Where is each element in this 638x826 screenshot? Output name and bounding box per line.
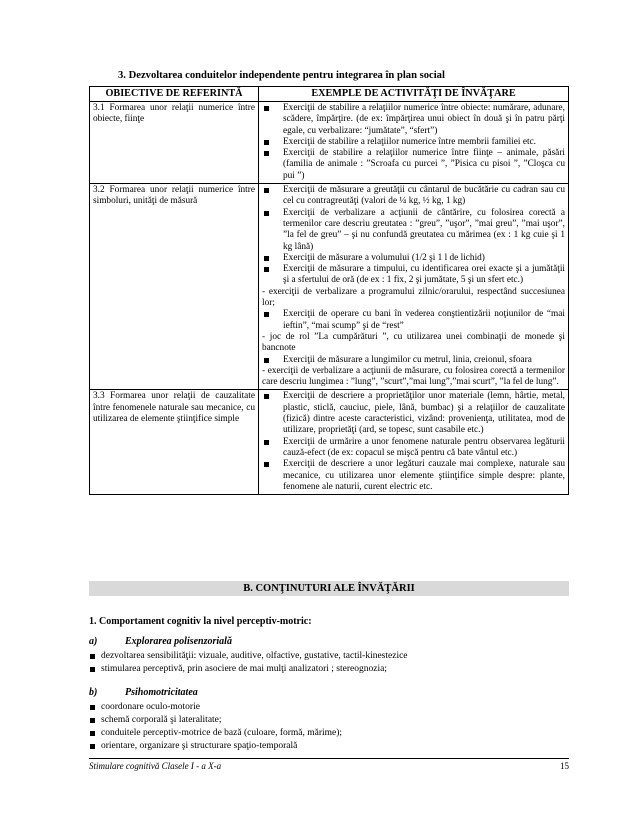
subsection-a-list: [89, 650, 408, 676]
activities-cell: [259, 184, 569, 390]
activity-item: Exerciţii de măsurare a lungimilor cu metrul, linia, creionul, sfoara: [262, 355, 565, 366]
activity-item: Exerciţii de măsurare a timpului, cu identificarea orei exacte şi a jumătăţii şi a sfertului de oră (de ex : 1 fix, 2 şi jumătate, 5 şi un sfert etc.): [262, 264, 565, 287]
square-bullet-icon: [264, 106, 269, 111]
square-bullet-icon: [264, 267, 269, 272]
activity-item: Exerciţii de stabilire a relaţiilor numerice între fiinţe – animale, păsări (familia de animale : ”Scroafa cu purcei ”, ”Pisica cu pisoi ”, ”Cloşca cu pui ”): [262, 148, 565, 182]
square-bullet-icon: [90, 731, 95, 736]
objectives-header: OBIECTIVE DE REFERINTĂ: [90, 87, 259, 102]
square-bullet-icon: [264, 462, 269, 467]
section-title: 3. Dezvoltarea conduitelor independente pentru integrarea în plan social: [118, 70, 445, 81]
list-item: orientare, organizare şi structurare spaţio-temporală: [89, 740, 342, 753]
subsection-b-list: [89, 701, 342, 753]
page-number: 15: [560, 761, 569, 771]
list-item: coordonare oculo-motorie: [89, 701, 342, 714]
activity-item: Exerciţii de stabilire a relaţiilor numerice între membrii familiei etc.: [262, 137, 565, 148]
subsection-b-heading: [89, 687, 198, 698]
activities-header: EXEMPLE DE ACTIVITĂŢI DE ÎNVĂŢARE: [259, 87, 569, 102]
square-bullet-icon: [90, 744, 95, 749]
activity-item: Exerciţii de măsurare a volumului (1/2 şi 1 l de lichid): [262, 253, 565, 264]
square-bullet-icon: [264, 394, 269, 399]
square-bullet-icon: [264, 312, 269, 317]
footer-divider: [89, 758, 569, 759]
activity-item: Exerciţii de urmărire a unor fenomene naturale pentru observarea legăturii cauză-efect (de ex: copacul se mişcă pentru că bate vântul etc.): [262, 437, 565, 460]
square-bullet-icon: [90, 667, 95, 672]
square-bullet-icon: [264, 140, 269, 145]
activity-item: Exerciţii de operare cu bani în vederea conştientizării noţiunilor de “mai ieftin”, “mai scump” şi de “rest”: [262, 309, 565, 332]
activity-item: Exerciţii de descriere a unor legături cauzale mai complexe, naturale sau mecanice, cu utilizarea unor elemente ştiinţifice simple despre: plante, fenomene ale naturii, curent electric etc.: [262, 459, 565, 493]
square-bullet-icon: [264, 256, 269, 261]
subsection-1-heading: 1. Comportament cognitiv la nivel perceptiv-motric:: [89, 616, 312, 627]
activity-dash-item: - joc de rol ”La cumpărături ”, cu utilizarea unei combinaţii de monede şi bancnote: [262, 331, 565, 354]
activity-item: Exerciţii de stabilire a relaţiilor numerice între obiecte: numărare, adunare, scădere, împărţire. (de ex: împărţirea unui obiect în două şi în patru părţi egale, cu verbalizare: “jumătate”, “sfert”): [262, 103, 565, 137]
activity-dash-item: - exerciţii de verbalizare a programului zilnic/orarului, respectând succesiunea lor;: [262, 286, 565, 309]
list-item: stimularea perceptivă, prin asociere de mai mulţi analizatori ; stereognozia;: [89, 663, 408, 676]
activities-cell: [259, 102, 569, 184]
subsection-a-letter: a): [89, 636, 98, 647]
list-item: dezvoltarea sensibilităţii: vizuale, auditive, olfactive, gustative, tactil-kinestezice: [89, 650, 408, 663]
subsection-a-heading: [89, 636, 232, 647]
table-row: [90, 184, 569, 390]
activities-cell: [259, 390, 569, 495]
table-header-row: [90, 87, 569, 102]
section-b-title: B. CONŢINUTURI ALE ÎNVĂŢĂRII: [89, 581, 569, 596]
square-bullet-icon: [264, 358, 269, 363]
activity-item: Exerciţii de măsurare a greutăţii cu cântarul de bucătărie cu cadran sau cu cel cu contragreutăţi (valori de ¼ kg, ½ kg, 1 kg): [262, 185, 565, 208]
objective-cell: 3.3 Formarea unor relaţii de cauzalitate între fenomenele naturale sau mecanice, cu utilizarea de elemente ştiinţifice simple: [90, 390, 259, 495]
list-item: schemă corporală şi lateralitate;: [89, 714, 342, 727]
activity-item: Exerciţii de descriere a proprietăţilor unor materiale (lemn, hârtie, metal, plastic, sticlă, cauciuc, piele, lână, bumbac) şi a relaţiilor de cauzalitate (fizică) dintre aceste caracteristici, vizând: provenienţa, utilitatea, mod de utilizare, proprietăţi (ard, se topesc, sunt casabile etc.): [262, 391, 565, 436]
table-row: [90, 102, 569, 184]
square-bullet-icon: [264, 151, 269, 156]
list-item: conduitele perceptiv-motrice de bază (culoare, formă, mărime);: [89, 727, 342, 740]
footer-text: Stimulare cognitivă Clasele I - a X-a: [89, 761, 222, 771]
activity-item: Exerciţii de verbalizare a acţiunii de cântărire, cu folosirea corectă a termenilor care descriu greutatea : ”greu”, ”uşor”, ”mai greu”, ”mai uşor”, ”la fel de greu” – şi nu confundă greutatea cu mărimea (ex : 1 kg cuie şi 1 kg lână): [262, 208, 565, 253]
subsection-b-letter: b): [89, 687, 98, 698]
square-bullet-icon: [90, 705, 95, 710]
square-bullet-icon: [90, 654, 95, 659]
square-bullet-icon: [264, 211, 269, 216]
square-bullet-icon: [90, 718, 95, 723]
objective-cell: 3.1 Formarea unor relaţii numerice între obiecte, fiinţe: [90, 102, 259, 184]
square-bullet-icon: [264, 440, 269, 445]
square-bullet-icon: [264, 188, 269, 193]
subsection-b-title: Psihomotricitatea: [125, 687, 198, 698]
activity-dash-item: - exerciţii de verbalizare a acţiunii de măsurare, cu folosirea corectă a termenilor care descriu lungimea : ”lung”, ”scurt”,”mai lung”,”mai scurt”, ”la fel de lung”.: [262, 365, 565, 388]
activities-table: [89, 86, 569, 495]
table-row: [90, 390, 569, 495]
subsection-a-title: Explorarea polisenzorială: [125, 636, 232, 647]
objective-cell: 3.2 Formarea unor relaţii numerice între simboluri, unităţi de măsură: [90, 184, 259, 390]
